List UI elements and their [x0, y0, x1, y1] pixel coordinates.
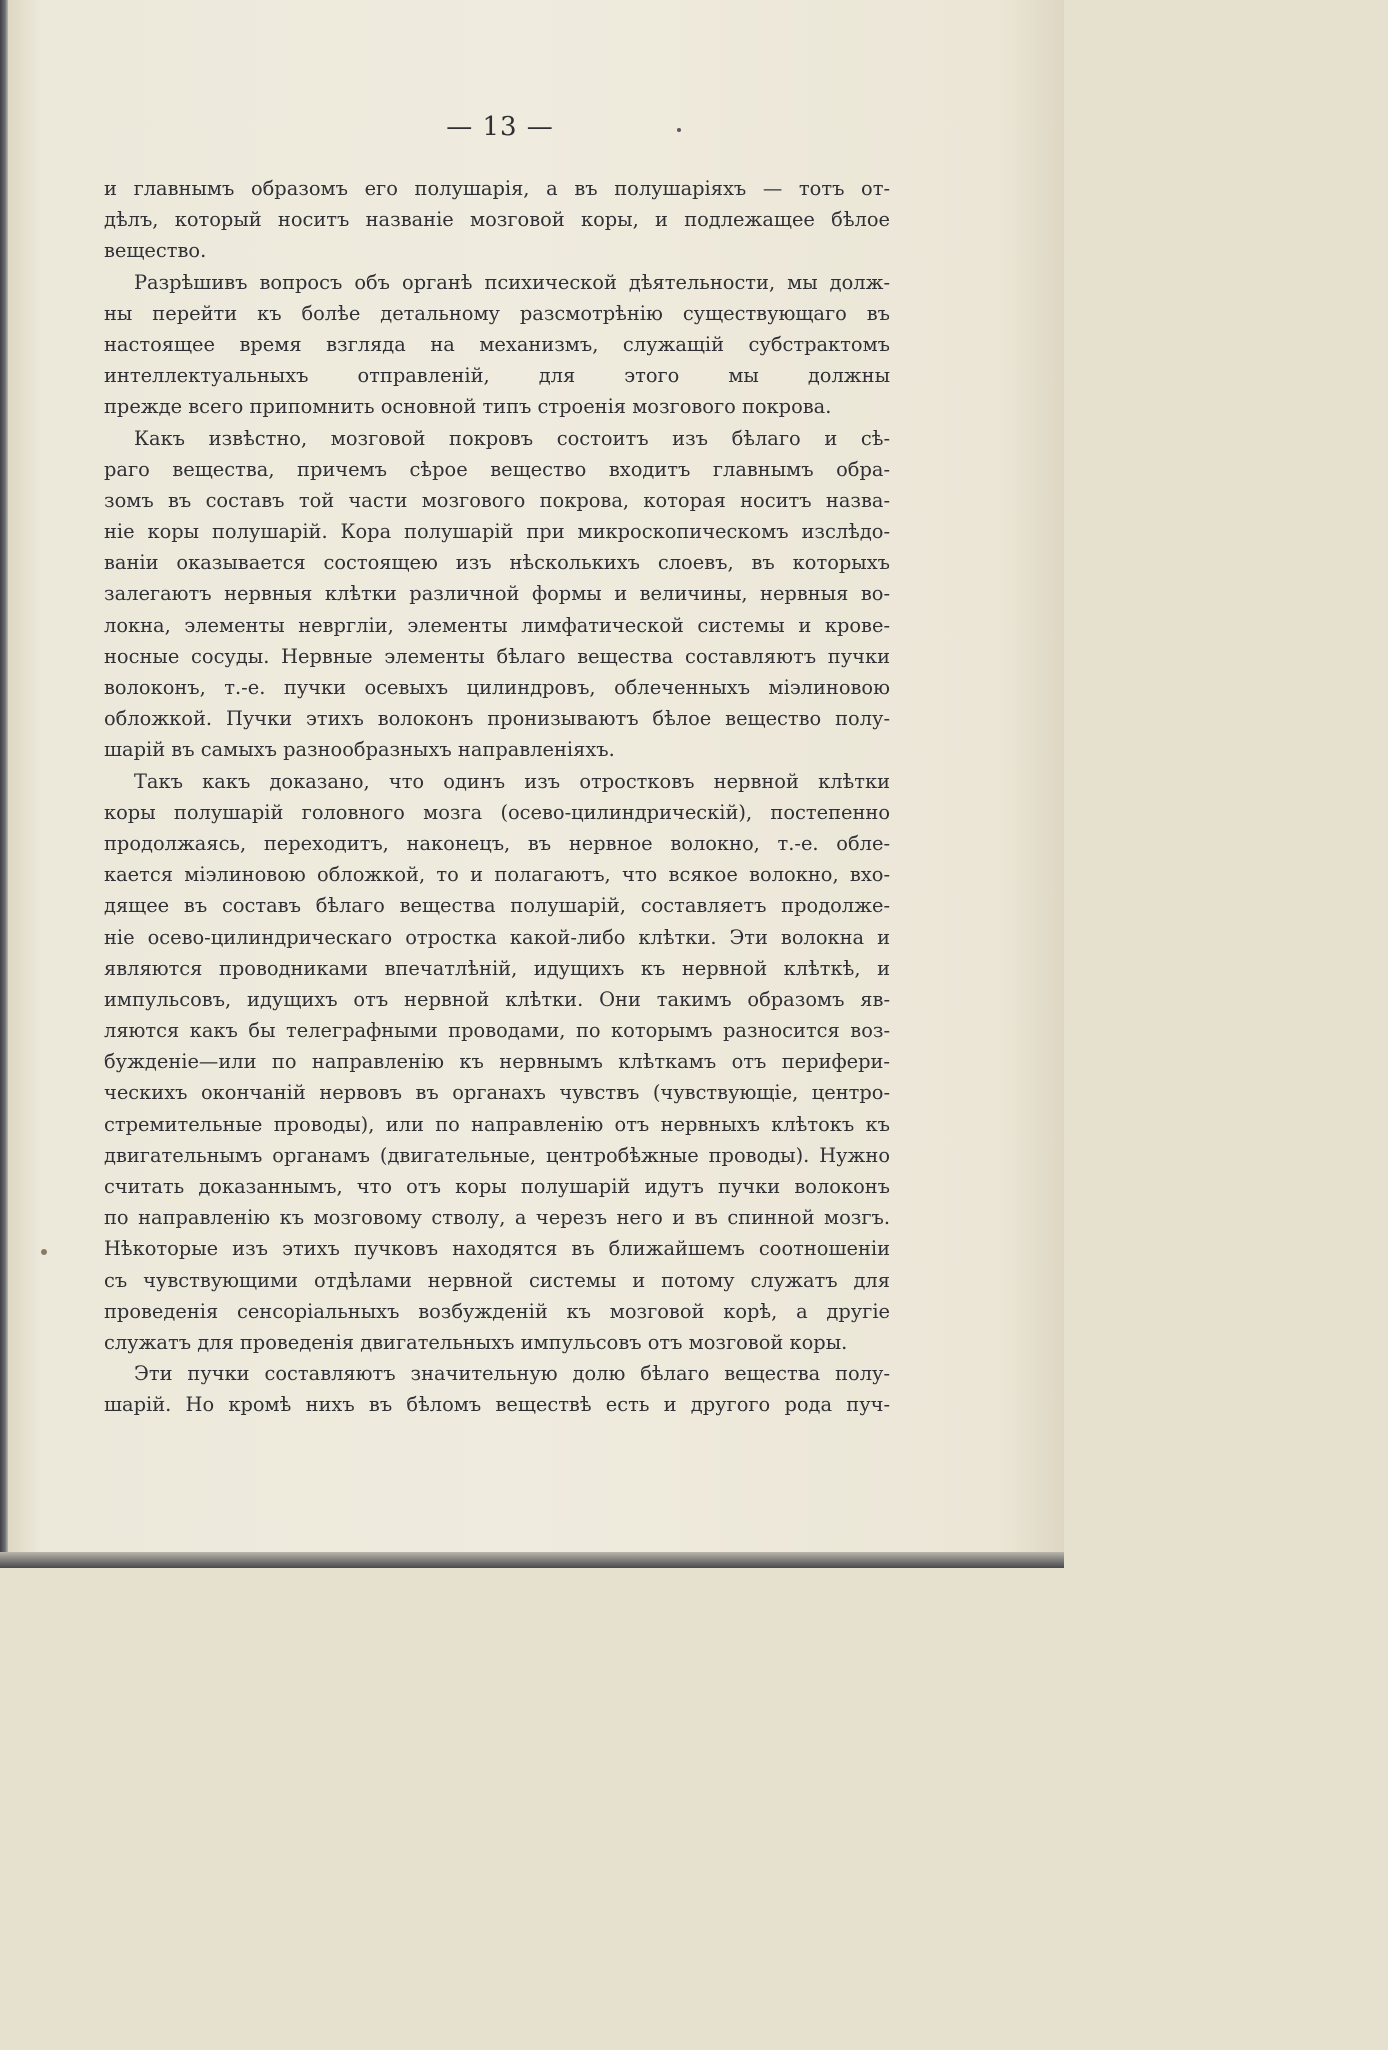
text-line: шарій. Но кромѣ нихъ въ бѣломъ веществѣ есть и другого рода пуч- [104, 1393, 890, 1417]
text-line: Такъ какъ доказано, что одинъ изъ отростковъ нервной клѣтки [134, 769, 890, 793]
text-line: Нѣкоторые изъ этихъ пучковъ находятся въ ближайшемъ соотношеніи [104, 1237, 890, 1261]
text-line: съ чувствующими отдѣлами нервной системы и потому служатъ для [104, 1268, 890, 1292]
text-line: коры полушарій головного мозга (осево-цилиндрическій), постепенно [104, 800, 890, 824]
text-line: интеллектуальныхъ отправленій, для этого мы должны [104, 364, 890, 388]
text-line: Эти пучки составляютъ значительную долю бѣлаго вещества полу- [134, 1362, 890, 1386]
text-line: залегаютъ нервныя клѣтки различной формы и величины, нервныя во- [104, 582, 890, 606]
text-line: ческихъ окончаній нервовъ въ органахъ чувствъ (чувствующіе, центро- [104, 1081, 890, 1105]
text-line: кается міэлиновою обложкой, то и полагаютъ, что всякое волокно, вхо- [104, 863, 890, 887]
text-line: являются проводниками впечатлѣній, идущихъ къ нервной клѣткѣ, и [104, 956, 890, 980]
text-line: Разрѣшивъ вопросъ объ органѣ психической дѣятельности, мы долж- [134, 270, 890, 294]
text-line: Какъ извѣстно, мозговой покровъ состоитъ изъ бѣлаго и сѣ- [134, 426, 890, 450]
text-line: ніе осево-цилиндрическаго отростка какой-либо клѣтки. Эти волокна и [104, 925, 890, 949]
page-number: — 13 — [446, 112, 554, 142]
text-line: локна, элементы невргліи, элементы лимфатической системы и крове- [104, 613, 890, 637]
text-line: проведенія сенсоріальныхъ возбужденій къ мозговой корѣ, а другіе [104, 1299, 890, 1323]
ink-speck [41, 1249, 47, 1255]
text-line: дѣлъ, который носитъ названіе мозговой коры, и подлежащее бѣлое [104, 208, 890, 232]
text-line: ваніи оказывается состоящею изъ нѣсколькихъ слоевъ, въ которыхъ [104, 551, 890, 575]
text-line: ляются какъ бы телеграфными проводами, по которымъ разносится воз- [104, 1019, 890, 1043]
text-line: носные сосуды. Нервные элементы бѣлаго вещества составляютъ пучки [104, 644, 890, 668]
text-line: ны перейти къ болѣе детальному разсмотрѣнію существующаго въ [104, 301, 890, 325]
text-line: служатъ для проведенія двигательныхъ импульсовъ отъ мозговой коры. [104, 1330, 848, 1354]
text-line: обложкой. Пучки этихъ волоконъ пронизываютъ бѣлое вещество полу- [104, 707, 890, 731]
body-text [104, 173, 890, 1421]
text-line: ніе коры полушарій. Кора полушарій при микроскопическомъ изслѣдо- [104, 520, 890, 544]
text-line: зомъ въ составъ той части мозгового покрова, которая носитъ назва- [104, 488, 890, 512]
text-line: вещество. [104, 239, 207, 263]
text-line: стремительные проводы), или по направленію отъ нервныхъ клѣтокъ къ [104, 1112, 890, 1136]
text-line: дящее въ составъ бѣлаго вещества полушарій, составляетъ продолже- [104, 894, 890, 918]
text-line: раго вещества, причемъ сѣрое вещество входитъ главнымъ обра- [104, 457, 890, 481]
text-line: двигательнымъ органамъ (двигательные, центробѣжные проводы). Нужно [104, 1143, 890, 1167]
text-line: бужденіе—или по направленію къ нервнымъ клѣткамъ отъ перифери- [104, 1050, 890, 1074]
text-line: импульсовъ, идущихъ отъ нервной клѣтки. Они такимъ образомъ яв- [104, 987, 890, 1011]
text-line: продолжаясь, переходитъ, наконецъ, въ нервное волокно, т.-е. обле- [104, 831, 890, 855]
text-line: настоящее время взгляда на механизмъ, служащій субстрактомъ [104, 332, 890, 356]
text-line: считать доказаннымъ, что отъ коры полушарій идутъ пучки волоконъ [104, 1175, 890, 1198]
text-line: шарій въ самыхъ разнообразныхъ направленіяхъ. [104, 738, 615, 762]
text-line: по направленію къ мозговому стволу, а черезъ него и въ спинной мозгъ. [104, 1206, 890, 1230]
scan-bottom-edge [0, 1552, 1064, 1568]
text-line: прежде всего припомнить основной типъ строенія мозгового покрова. [104, 395, 832, 419]
text-line: и главнымъ образомъ его полушарія, а въ полушаріяхъ — тотъ от- [104, 177, 890, 200]
scan-binding-edge [0, 0, 8, 1568]
text-line: волоконъ, т.-е. пучки осевыхъ цилиндровъ, облеченныхъ міэлиновою [104, 676, 890, 699]
